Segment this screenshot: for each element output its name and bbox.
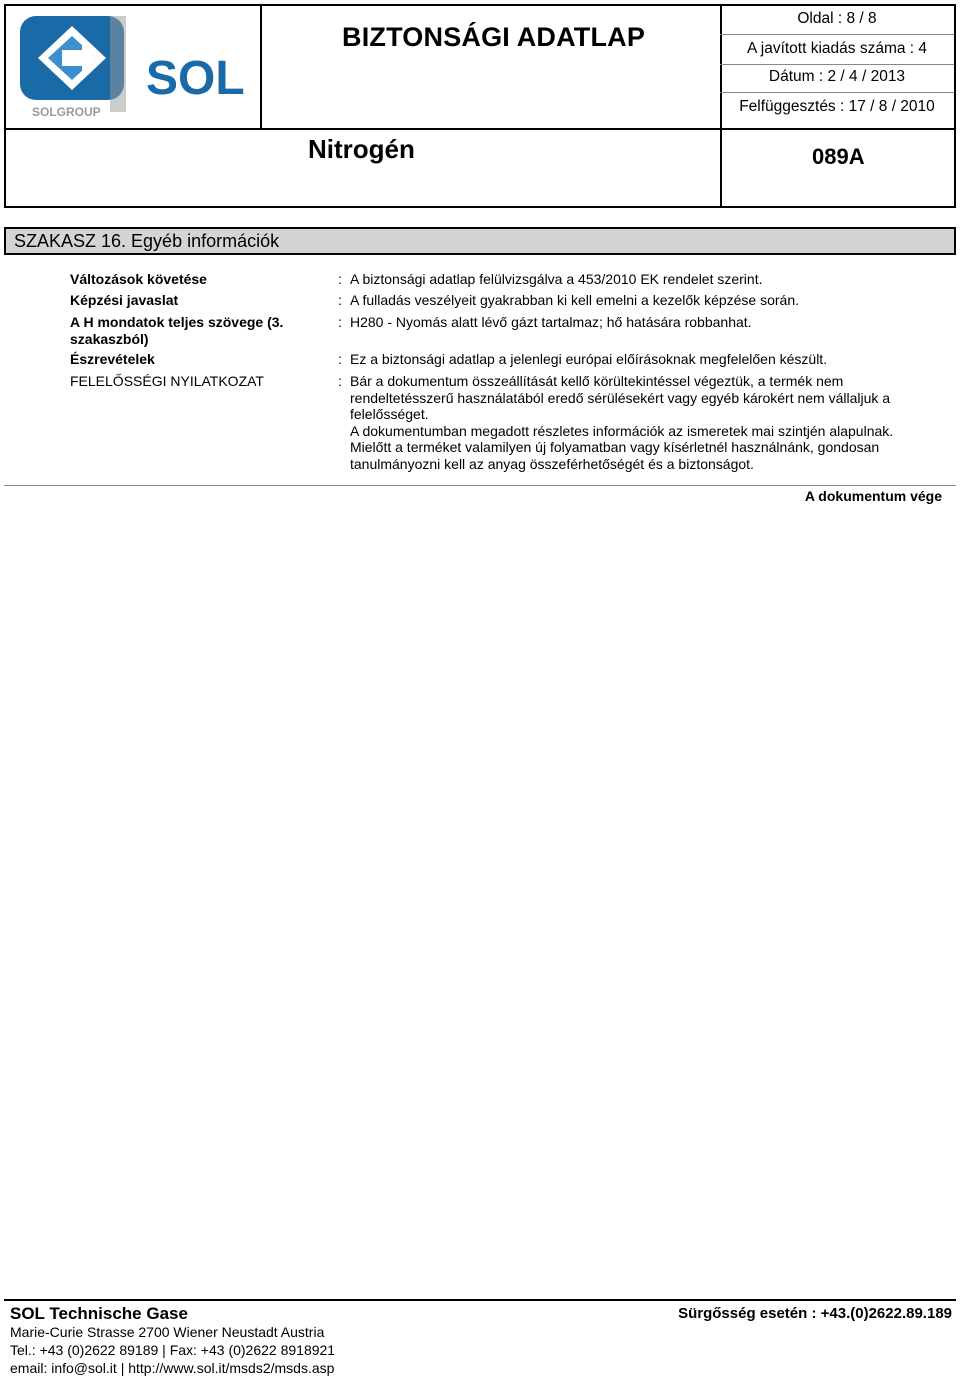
document-header [4,4,956,208]
product-name-cell [6,128,722,206]
disclaimer-line: A dokumentumban megadott részletes információk az ismeretek mai szintjén alapulnak. [350,422,894,439]
footer-divider [4,1299,956,1301]
row-colon: : [338,373,342,389]
title-cell [260,6,722,130]
row-colon: : [338,314,342,330]
revision-number: A javított kiadás száma : 4 [746,40,928,57]
row-value: A biztonsági adatlap felülvizsgálva a 453/2010 EK rendelet szerint. [350,271,763,287]
end-of-document: A dokumentum vége [804,488,942,504]
footer-phone: Tel.: +43 (0)2622 89189 | Fax: +43 (0)2622 8918921 [10,1342,336,1358]
disclaimer-line: Mielőtt a terméket valamilyen új folyamatban vagy kísérletnél használnánk, gondosan [350,439,880,455]
row-colon: : [338,292,342,308]
product-code: 089A [812,144,865,169]
section-header [4,227,956,255]
document-title: BIZTONSÁGI ADATLAP [342,22,646,52]
row-value: H280 - Nyomás alatt lévő gázt tartalmaz; hő hatására robbanhat. [350,314,752,330]
row-label: Képzési javaslat [70,292,179,308]
product-code-cell [720,128,954,206]
row-value: Ez a biztonsági adatlap a jelenlegi európai előírásoknak megfelelően készült. [350,351,828,367]
footer-emergency-phone: Sürgősség esetén : +43.(0)2622.89.189 [678,1305,952,1322]
revision-date: Dátum : 2 / 4 / 2013 [768,68,906,85]
supersedes-date: Felfüggesztés : 17 / 8 / 2010 [739,98,935,115]
disclaimer-line: tanulmányozni kell az anyag összeférhetőségét és a biztonságot. [350,455,754,472]
meta-divider [720,34,954,35]
meta-divider [720,92,954,93]
sol-logo [6,6,256,126]
logo-cell [6,6,262,130]
logo-brand-text: SOL [146,52,245,105]
meta-divider [720,64,954,65]
disclaimer-line: rendeltetésszerű használatából eredő sérülésekért vagy egyéb károkért nem vállaljuk a [350,389,891,406]
product-name: Nitrogén [308,134,415,164]
logo-group-text: SOLGROUP [32,105,101,119]
row-colon: : [338,271,342,287]
footer-address: Marie-Curie Strasse 2700 Wiener Neustadt Austria [10,1324,325,1340]
row-colon: : [338,351,342,367]
disclaimer-text [350,373,930,472]
disclaimer-line: felelősséget. [350,406,429,422]
footer-company: SOL Technische Gase [10,1304,188,1323]
end-divider [4,485,956,486]
row-label: FELELŐSSÉGI NYILATKOZAT [70,373,264,389]
meta-cell [720,6,954,130]
disclaimer-line: Bár a dokumentum összeállítását kellő körültekintéssel végeztük, a termék nem [350,373,844,389]
row-value: A fulladás veszélyeit gyakrabban ki kell emelni a kezelők képzése során. [350,292,800,308]
page-number: Oldal : 8 / 8 [797,10,877,27]
row-label: Észrevételek [70,351,155,367]
row-label: A H mondatok teljes szövege (3. szakaszból) [70,314,284,347]
row-label: Változások követése [70,271,207,287]
footer-web: email: info@sol.it | http://www.sol.it/msds2/msds.asp [10,1360,335,1376]
section-title: SZAKASZ 16. Egyéb információk [14,231,280,251]
